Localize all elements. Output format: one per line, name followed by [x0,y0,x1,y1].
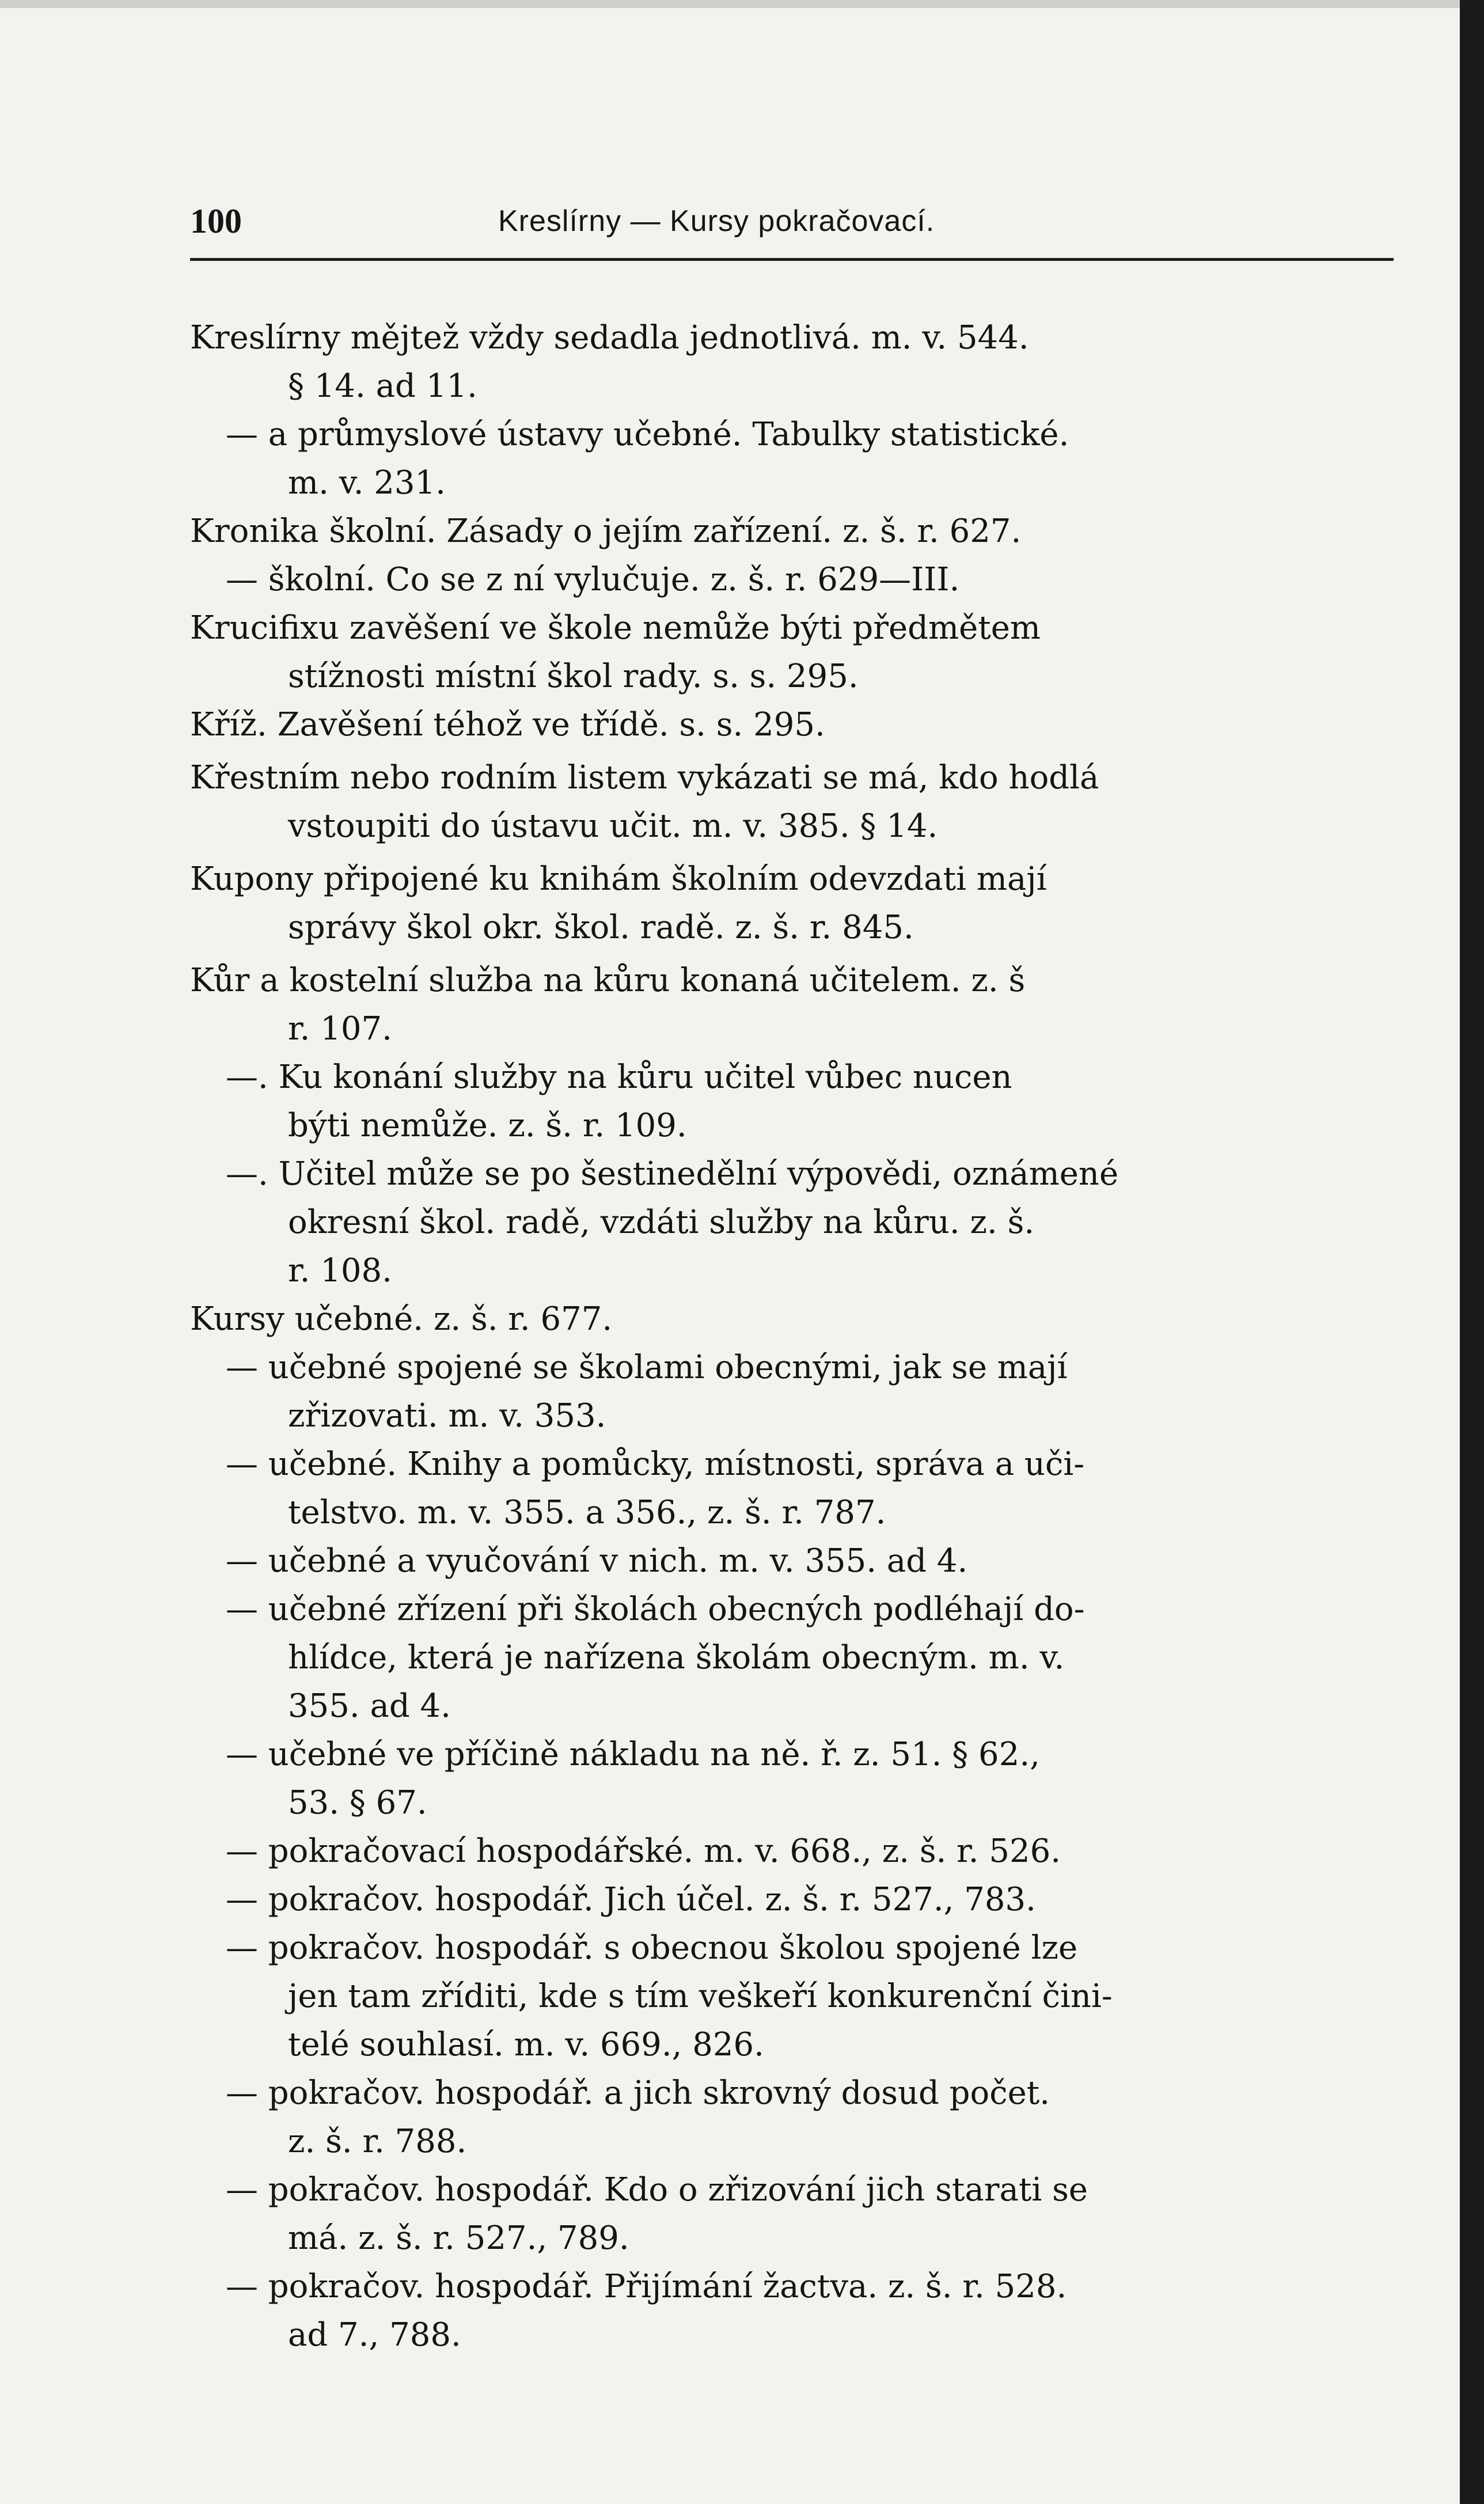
entry-line: — školní. Co se z ní vylučuje. z. š. r. 629—III. [226,561,960,598]
entry-line: — pokračovací hospodářské. m. v. 668., z. š. r. 526. [226,1833,1061,1870]
entry-line: —. Ku konání služby na kůru učitel vůbec nucen [226,1058,1012,1096]
entry-line: — a průmyslové ústavy učebné. Tabulky statistické. [226,416,1069,453]
entry-continuation-line: telé souhlasí. m. v. 669., 826. [288,2026,764,2063]
entry-continuation-line: m. v. 231. [288,464,446,502]
scan-right-edge [1460,0,1484,2504]
entry-line: Kreslírny mějtež vždy sedadla jednotlivá. m. v. 544. [190,319,1029,356]
entry-line: Kupony připojené ku knihám školním odevzdati mají [190,860,1047,898]
page-number: 100 [190,202,242,240]
entry-line: Kůr a kostelní služba na kůru konaná učitelem. z. š [190,962,1026,999]
entry-continuation-line: okresní škol. radě, vzdáti služby na kůru. z. š. [288,1204,1035,1241]
entry-continuation-line: z. š. r. 788. [288,2123,467,2160]
entry-line: Krucifixu zavěšení ve škole nemůže býti předmětem [190,609,1041,647]
entry-continuation-line: jen tam zříditi, kde s tím veškeří konkurenční čini- [288,1978,1113,2015]
entry-line: — pokračov. hospodář. a jich skrovný dosud počet. [226,2074,1050,2112]
index-entries [190,314,1399,2359]
entry-line: — učebné spojené se školami obecnými, jak se mají [226,1349,1068,1386]
entry-line: — pokračov. hospodář. Přijímání žactva. z. š. r. 528. [226,2268,1067,2305]
entry-continuation-line: hlídce, která je nařízena školám obecným. m. v. [288,1639,1065,1676]
entry-line: Kursy učebné. z. š. r. 677. [190,1300,613,1338]
entry-line: — učebné. Knihy a pomůcky, místnosti, správa a uči- [226,1446,1085,1483]
entry-line: — pokračov. hospodář. s obecnou školou spojené lze [226,1929,1078,1967]
entry-continuation-line: 53. § 67. [288,1784,427,1822]
header-rule [190,258,1394,261]
page-header [190,202,1394,248]
entry-continuation-line: telstvo. m. v. 355. a 356., z. š. r. 787. [288,1494,886,1531]
entry-continuation-line: býti nemůže. z. š. r. 109. [288,1107,687,1144]
entry-line: Křestním nebo rodním listem vykázati se má, kdo hodlá [190,759,1099,796]
entry-line: — pokračov. hospodář. Kdo o zřizování jich starati se [226,2171,1088,2209]
entry-continuation-line: 355. ad 4. [288,1687,451,1725]
entry-line: — učebné ve příčině nákladu na ně. ř. z. 51. § 62., [226,1736,1040,1773]
entry-continuation-line: ad 7., 788. [288,2316,461,2354]
entry-continuation-line: § 14. ad 11. [288,367,477,405]
entry-continuation-line: r. 107. [288,1010,392,1048]
scan-top-edge [0,0,1484,8]
entry-line: Kronika školní. Zásady o jejím zařízení. z. š. r. 627. [190,513,1022,550]
entry-continuation-line: zřizovati. m. v. 353. [288,1397,606,1435]
entry-line: Kříž. Zavěšení téhož ve třídě. s. s. 295. [190,706,825,743]
entry-continuation-line: vstoupiti do ústavu učit. m. v. 385. § 14. [288,807,938,845]
entry-continuation-line: r. 108. [288,1252,392,1289]
entry-line: —. Učitel může se po šestinedělní výpovědi, oznámené [226,1155,1119,1193]
entry-line: — učebné zřízení při školách obecných podléhají do- [226,1591,1085,1628]
entry-continuation-line: stížnosti místní škol rady. s. s. 295. [288,658,859,695]
entry-continuation-line: má. z. š. r. 527., 789. [288,2220,629,2257]
running-head: Kreslírny — Kursy pokračovací. [498,204,935,238]
entry-line: — pokračov. hospodář. Jich účel. z. š. r. 527., 783. [226,1881,1036,1918]
entry-line: — učebné a vyučování v nich. m. v. 355. ad 4. [226,1542,968,1580]
entry-continuation-line: správy škol okr. škol. radě. z. š. r. 845. [288,909,914,946]
